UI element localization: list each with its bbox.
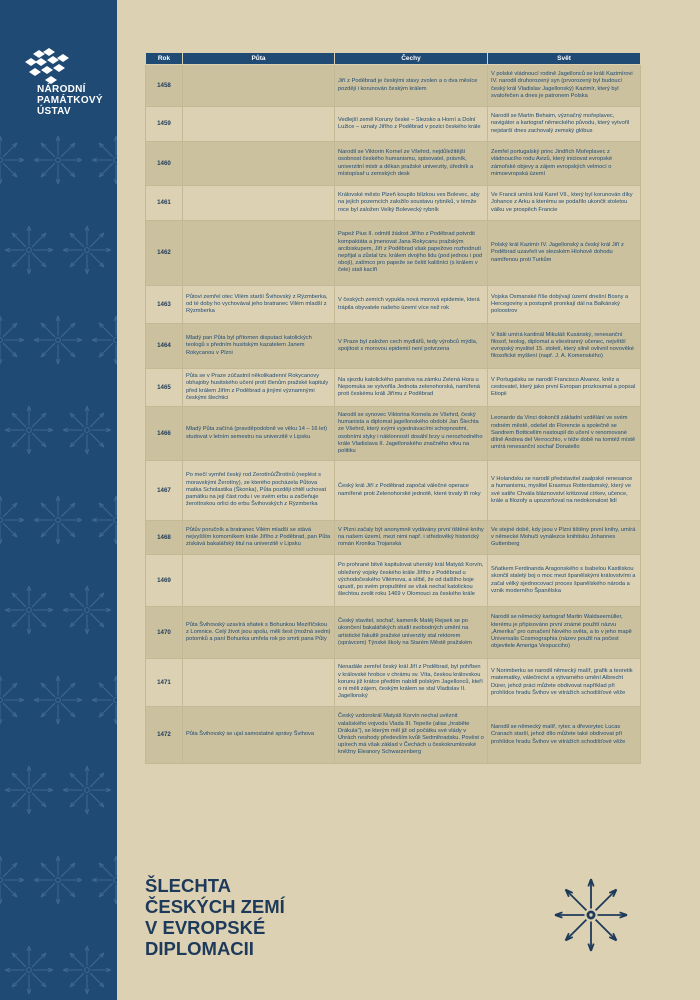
table-header-row (146, 53, 641, 65)
table-row (146, 659, 641, 707)
cechy-cell: Narodil se synovec Viktorina Kornela ze Všehrd, český humanista a diplomat jagellonského období Jan Šlechta ze Všehrd, který svými vyjednávacími schopnostmi, osobními styky i náklonností dosáhl brzy u nerozhodného krále Vladislava II. Jagellonského značného vlivu na politiku (335, 407, 488, 461)
puta-cell: Půta se v Praze zúčastnil několikadenní Rokycanovy obhajoby husitského učení proti členům pražské kapituly před králem Jiřím z Poděbrad a jinými významnými českými šlechtici (183, 369, 335, 407)
cechy-cell: Nenadále zemřel český král Jiří z Poděbrad, byl pohřben v královské hrobce v chrámu sv. Víta, českou královskou korunu již krátce předtím nabídl polským Jagellonců, kteří o ni měli zájem, českým králem se stal Vladislav II. Jagellonský (335, 659, 488, 707)
table-row (146, 324, 641, 369)
cechy-cell: Vedlejší země Koruny české – Slezsko a Horní a Dolní Lužice – uznaly Jiřího z Poděbrad v pozici českého krále (335, 107, 488, 142)
cechy-cell: V Plzni začaly být anonymně vydávány první tištěné knihy na našem území, mezi nimi např. i středověký historický román Kronika Trojanská (335, 521, 488, 555)
table-row (146, 461, 641, 521)
puta-cell (183, 659, 335, 707)
header-year: Rok (146, 53, 183, 65)
year-cell: 1471 (146, 659, 183, 707)
npu-logo-icon (25, 48, 75, 84)
table-row (146, 286, 641, 324)
table-row (146, 142, 641, 186)
year-cell: 1472 (146, 707, 183, 764)
timeline-table-container (145, 52, 640, 764)
svet-cell: Ve stejné době, kdy jsou v Plzni tištěny první knihy, umírá v německé Mohuči vynálezce knihtisku Johannes Guttenberg (488, 521, 641, 555)
compass-pattern (0, 0, 117, 1000)
puta-cell: Půtův poručník a bratranec Vilém mladší se stává nejvyšším komorníkem krále Jiřího z Poděbrad, pan Půta získává bakalářský titul na univerzitě v Lipsku (183, 521, 335, 555)
header-puta: Půta (183, 53, 335, 65)
year-cell: 1458 (146, 65, 183, 107)
svet-cell: Sňatkem Ferdinanda Aragonského s Isabelou Kastilskou skončil staletý boj o moc mezi španělskými královstvími a začal vélký sjednocovací proces španělského národa a vznik moderního Španělska (488, 555, 641, 607)
puta-cell (183, 142, 335, 186)
logo-text (37, 84, 103, 117)
cechy-cell: V Praze byl založen cech mydlářů, tedy výrobců mýdla, spojitost s morovou epidemií není potvrzena (335, 324, 488, 369)
puta-cell (183, 555, 335, 607)
puta-cell (183, 107, 335, 142)
title-line-3: V EVROPSKÉ (145, 917, 266, 938)
year-cell: 1462 (146, 221, 183, 286)
table-row (146, 369, 641, 407)
logo-line-2: PAMÁTKOVÝ (37, 95, 103, 106)
svet-cell: Polský král Kazimír IV. Jagellonský a český král Jiří z Poděbrad uzavřeli ve slezském Hlohově dohodu namířenou proti Turkům (488, 221, 641, 286)
svet-cell: V Portugalsku se narodil Francisco Alvarez, kněz a cestovatel, který jako první Evropan prozkoumal a popsal Etiopii (488, 369, 641, 407)
cechy-cell: Narodil se Viktorin Kornel ze Všehrd, nejdůležitější osobnost českého humanismu, spisovatel, právník, univerzitní mistr a děkan pražské univerzity, úředník a místopísař u zemských desk (335, 142, 488, 186)
header-cechy: Čechy (335, 53, 488, 65)
table-row (146, 221, 641, 286)
svet-cell: Vojska Osmanské říše dobývají území dnešní Bosny a Hercegoviny a postupně pronikají dál na Balkánský poloostrov (488, 286, 641, 324)
svet-cell: Narodil se Martin Behaim, význačný mořeplavec, navigátor a kartograf německého původu, který vytvořil nejstarší dnes zachovalý zemský glóbus (488, 107, 641, 142)
cechy-cell: Jiří z Poděbrad je českými stavy zvolen a o dva měsíce později i korunován českým králem (335, 65, 488, 107)
year-cell: 1461 (146, 186, 183, 221)
title-line-4: DIPLOMACII (145, 938, 254, 959)
logo-line-1: NÁRODNÍ (37, 84, 86, 95)
svet-cell: Leonardo da Vinci dokončil základní vzdělání ve svém rodném městě, odešel do Florencie a společně se Sandrem Botticellim nastoupil do učení v renomované dílně Andrea del Verrocchio, v téže době na tomtéž místě umírá renesanční sochař Donatello (488, 407, 641, 461)
header-svet: Svět (488, 53, 641, 65)
svet-cell: V polské vládnoucí rodině Jagellonců se králi Kazimírovi IV. narodil druhorozený syn (prvorozený byl budoucí český král Vladislav Jagellonský) Kazimír, který byl svatořečen a dnes je patronem Polska (488, 65, 641, 107)
page-title (145, 875, 285, 959)
svet-cell: V Norimberku se narodil německý malíř, grafik a teoretik matematiky, válečnictví a výtvarného umění Albrecht Dürer, jehož práci můžete obdivovat například při prohlídce hradu Švihov ve vitrážích schodišťové věže (488, 659, 641, 707)
puta-cell: Po mečí vymřel český rod Zerotínů/Žirotínů (neplést s moravskými Žerotíny), ze kterého pocházela Půtova matka Scholastika (Škonka), Půta později chtěl uchovat památku na její část rodu i ve svém erbu a začleňuje žerotínskou orlici do erbu Švihovských z Rýzmberka (183, 461, 335, 521)
puta-cell: Půta Švihovský se ujal samostatné správy Švihova (183, 707, 335, 764)
year-cell: 1465 (146, 369, 183, 407)
title-line-2: ČESKÝCH ZEMÍ (145, 896, 285, 917)
compass-rose-icon (552, 876, 630, 954)
year-cell: 1463 (146, 286, 183, 324)
table-row (146, 521, 641, 555)
table-row (146, 555, 641, 607)
year-cell: 1464 (146, 324, 183, 369)
cechy-cell: Český vzdorokrál Matyáš Korvín nechal uvěznit valašského vojvodu Vlada III. Tepeše (alias „hraběte Drákula"), se kterým měl již od počátku své vlády v Uhrách neshody především kvůli Sedmihradsku. Pověst o upírech má však základ v Čechách u českokrumlovské kněžny Eleanory Schwarzenberg (335, 707, 488, 764)
svet-cell: Zemřel portugalský princ Jindřich Mořeplavec z vládnoucího rodu Avizů, který iniciovat evropské zámořské objevy a zájem evropských velmocí o mimoevropská území (488, 142, 641, 186)
svet-cell: V Itálii umírá kardinál Mikuláš Kusánský, renesanční filosof, teolog, diplomat a všestranný učenec, největší evropský myslitel 15. století, který silně ovlivnil novověké filosofické myšlení (např. J. A. Komenského) (488, 324, 641, 369)
cechy-cell: Český král Jiří z Poděbrad započal válečné operace namířené proti Zelenohorské jednotě, které trvaly tři roky (335, 461, 488, 521)
title-line-1: ŠLECHTA (145, 875, 231, 896)
puta-cell: Mladý pan Půta byl přítomen disputaci katolických teologů s předním husitským kazatelem Janem Rokycanou v Plzni (183, 324, 335, 369)
table-row (146, 707, 641, 764)
table-row (146, 65, 641, 107)
table-body (146, 65, 641, 764)
puta-cell: Mladý Půta začíná (pravděpodobně ve věku 14 – 16 let) studovat v letním semestru na univerzitě v Lipsku (183, 407, 335, 461)
puta-cell (183, 65, 335, 107)
svet-cell: Narodil se německý kartograf Martin Waldseemüller, kterému je připisováno první známé použití názvu „Amerika" pro označení Nového světa, a to v jeho mapě Universalis Cosmographia (název použil na počest objevitele Ameriga Vespucciho) (488, 607, 641, 659)
puta-cell (183, 186, 335, 221)
year-cell: 1469 (146, 555, 183, 607)
table-row (146, 107, 641, 142)
puta-cell: Půta Švihovský uzavírá sňatek s Bohunkou Meziříčskou z Lomnice. Celý život jsou spolu, měli šest (možná sedm) potomků a paní Bohunka umřela rok po smrti pana Půty (183, 607, 335, 659)
year-cell: 1466 (146, 407, 183, 461)
cechy-cell: Královské město Plzeň koupilo blízkou ves Bolevec, aby na jejích pozemcích založilo soustavu rybníků, v témže roce byl založen Velký Bolevecký rybník (335, 186, 488, 221)
year-cell: 1460 (146, 142, 183, 186)
table-row (146, 186, 641, 221)
sidebar (0, 0, 117, 1000)
cechy-cell: Po prohrané bitvě kapitulovat uherský král Matyáš Korvín, obležený vojsky českého krále Jiřího z Poděbrad u východočeského Vilémova, a slíbil, že od dalšího boje upustí, po svém propuštění se však nechal katolickou šlechtou zvolit roku 1469 v Olomouci za českého krále (335, 555, 488, 607)
svet-cell: V Holandsku se narodil představitel zaalpské renesance a humanismu, myslitel Erasmus Rotterdamský, který ve své satiře Chvála bláznovství kritizoval církev, učence, krále a filozofy a upozorňoval na nedokonalost lidí (488, 461, 641, 521)
year-cell: 1467 (146, 461, 183, 521)
svet-cell: Narodil se německý malíř, rytec a dřevorytec Lucas Cranach starší, jehož dílo můžete také obdivovat při prohlídce hradu Švihov ve vitrážích schodišťové věže (488, 707, 641, 764)
puta-cell: Půtovi zemřel otec Vilém starší Švihovský z Rýzmberka, od té doby ho vychovával jeho bratranec Vilém mladší z Rýzmberka (183, 286, 335, 324)
year-cell: 1468 (146, 521, 183, 555)
cechy-cell: Papež Pius II. odmítl žádost Jiřího z Poděbrad potvrdit kompaktáta a jmenovat Jana Rokycanu pražským arcibiskupem, Jiří z Poděbrad však papežovo rozhodnutí nepřijal a zůstal tzv. králem dvojího lidu (pod jednou i pod obojí), zatímco pro papeže se čeští kališníci (s králem v čele) stali kacíři (335, 221, 488, 286)
timeline-table (145, 52, 641, 764)
cechy-cell: Český stavitel, sochař, kameník Matěj Rejsek se po ukončení bakalářských studií svobodných umění na artistické fakultě pražské univerzity stal rektorem (správcem) Týnské školy na Starém Městě pražském (335, 607, 488, 659)
table-row (146, 607, 641, 659)
puta-cell (183, 221, 335, 286)
svet-cell: Ve Francii umírá král Karel VII., který byl korunován díky Johance z Arku a kterému se podařilo ukončit stoletou válku ve prospěch Francie (488, 186, 641, 221)
logo-line-3: ÚSTAV (37, 106, 71, 117)
table-row (146, 407, 641, 461)
year-cell: 1470 (146, 607, 183, 659)
cechy-cell: Na sjezdu katolického panstva na zámku Zelená Hora u Nepomuka se vytvořila Jednota zelenohorská, namířená proti českému králi Jiřímu z Poděbrad (335, 369, 488, 407)
cechy-cell: V českých zemích vypukla nová morová epidemie, která trápila obyvatele našeho území více než rok (335, 286, 488, 324)
year-cell: 1459 (146, 107, 183, 142)
